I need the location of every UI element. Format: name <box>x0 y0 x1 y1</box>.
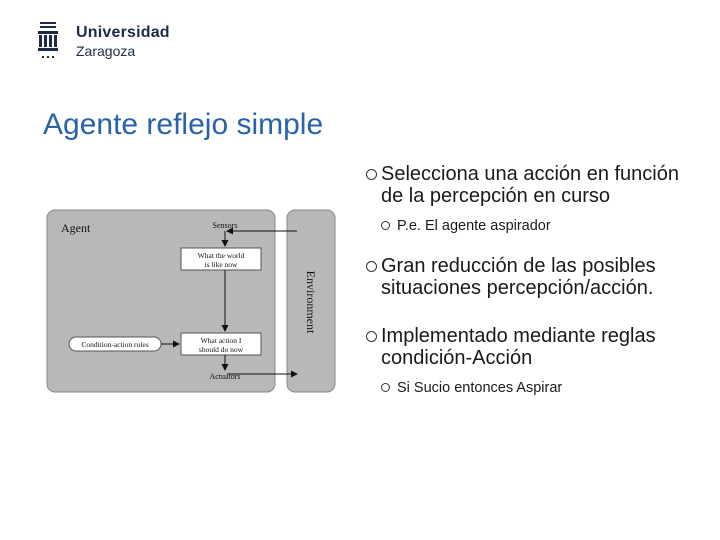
bullet-circle-icon <box>366 331 377 342</box>
world-state-line1: What the world <box>197 251 245 260</box>
university-building-icon <box>38 22 58 60</box>
sensors-label: Sensors <box>212 221 238 230</box>
world-state-line2: is like now <box>204 260 238 269</box>
bullet-circle-icon <box>366 261 377 272</box>
logo-university-name: Universidad <box>76 24 170 41</box>
agent-diagram <box>45 206 341 396</box>
bullet-text: Implementado mediante reglas condición-Acción <box>381 325 656 369</box>
rules-label: Condition-action rules <box>81 340 149 349</box>
bullet-text: Selecciona una acción en función de la percepción en curso <box>381 163 679 207</box>
university-logo <box>38 22 178 64</box>
bullet-item <box>366 325 706 369</box>
sub-bullet-text: Si Sucio entonces Aspirar <box>397 380 563 396</box>
action-box-line1: What action I <box>200 336 242 345</box>
bullet-text: Gran reducción de las posibles situaciones percepción/acción. <box>381 255 656 299</box>
sub-bullet-item <box>366 217 706 235</box>
agent-label: Agent <box>61 221 91 235</box>
sub-bullet-circle-icon <box>381 221 390 230</box>
environment-label: Environment <box>304 270 318 334</box>
logo-city-name: Zaragoza <box>76 43 136 59</box>
bullet-item <box>366 255 706 299</box>
agent-panel <box>47 210 275 392</box>
action-box-line2: should do now <box>198 345 244 354</box>
bullet-circle-icon <box>366 169 377 180</box>
slide-title: Agente reflejo simple <box>43 108 324 141</box>
sub-bullet-item <box>366 379 706 397</box>
bullet-item <box>366 163 706 207</box>
sub-bullet-circle-icon <box>381 383 390 392</box>
sub-bullet-text: P.e. El agente aspirador <box>397 218 551 234</box>
bullet-list <box>366 163 706 417</box>
actuators-label: Actuators <box>209 372 241 381</box>
